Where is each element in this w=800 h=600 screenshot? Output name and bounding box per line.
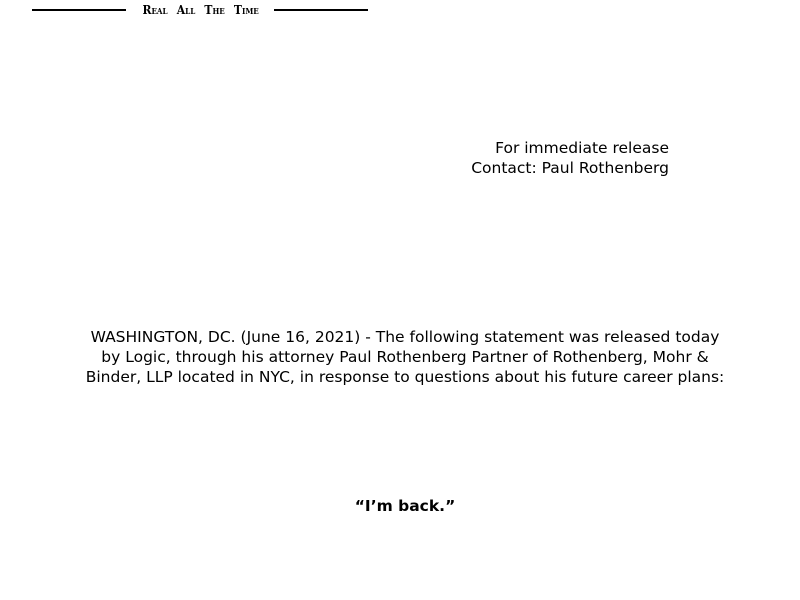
letterhead-rule-right [274,9,368,11]
statement-line-2: by Logic, through his attorney Paul Rothenberg Partner of Rothenberg, Mohr & [101,348,709,366]
release-contact: Contact: Paul Rothenberg [471,159,669,177]
release-info [471,138,669,178]
letterhead-word-3: The [204,3,226,17]
letterhead-rule-left [32,9,126,11]
release-status: For immediate release [495,139,669,157]
letterhead-word-4: Time [234,3,260,17]
letterhead-word-2: All [177,3,196,17]
statement-line-1: WASHINGTON, DC. (June 16, 2021) - The following statement was released today [90,328,720,346]
letterhead [32,0,368,20]
statement-line-3: Binder, LLP located in NYC, in response to questions about his future career plans: [85,368,725,386]
letterhead-word-1: Real [142,3,168,17]
quote: “I’m back.” [354,497,456,515]
letterhead-title [143,3,259,17]
statement-paragraph [60,327,750,387]
